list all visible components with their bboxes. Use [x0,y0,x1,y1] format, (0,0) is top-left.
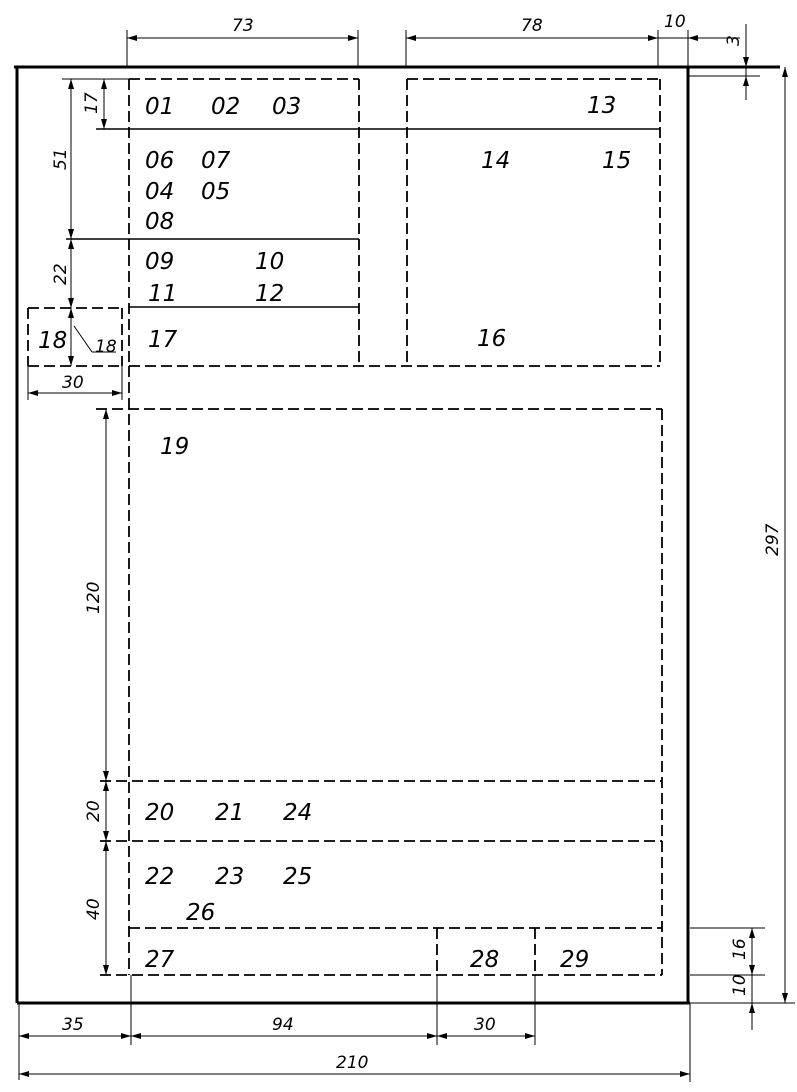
dim-17: 17 [82,92,102,114]
zone-28: 28 [470,947,500,973]
zone-21: 21 [215,800,245,826]
zone-03: 03 [272,94,302,120]
zone-26: 26 [186,900,216,926]
zone-14: 14 [481,148,511,174]
zone-09: 09 [145,249,175,275]
dim-35: 35 [62,1015,84,1035]
zone-19: 19 [160,434,190,460]
zone-22: 22 [145,864,175,890]
zone-16: 16 [477,326,507,352]
dim-30-left: 30 [62,373,84,393]
zone-10: 10 [255,249,285,275]
dim-94: 94 [272,1015,294,1035]
dim-210: 210 [336,1053,369,1073]
zone-13: 13 [587,93,617,119]
dim-10-right: 10 [730,974,750,996]
dim-16: 16 [730,938,750,960]
dim-20: 20 [84,800,104,822]
zone-04: 04 [145,179,175,205]
zone-01: 01 [145,94,175,120]
dim-73: 73 [232,16,254,36]
zone-11: 11 [148,281,178,307]
upper-right-block [407,79,660,366]
dim-297: 297 [763,523,783,556]
dim-78: 78 [521,16,543,36]
zone-27: 27 [145,947,175,973]
zone-29: 29 [560,947,590,973]
zone-07: 07 [201,148,231,174]
dim-18: 18 [95,337,117,357]
zone-02: 02 [211,94,241,120]
zone-05: 05 [201,179,231,205]
zone-12: 12 [255,281,285,307]
dim-51: 51 [51,148,71,170]
zone-15: 15 [602,148,632,174]
dim-10-top: 10 [664,12,686,32]
zone-23: 23 [215,864,245,890]
dim-30-bottom: 30 [474,1015,496,1035]
zone-20: 20 [145,800,175,826]
zone-08: 08 [145,209,175,235]
zone-24: 24 [283,800,313,826]
dim-120: 120 [84,581,104,614]
dim-40: 40 [84,898,104,920]
zone-06: 06 [145,148,175,174]
zone-25: 25 [283,864,313,890]
dim-22: 22 [51,263,71,285]
zone-17: 17 [148,327,178,353]
zone-18: 18 [38,328,68,354]
dim-3: 3 [724,35,744,46]
